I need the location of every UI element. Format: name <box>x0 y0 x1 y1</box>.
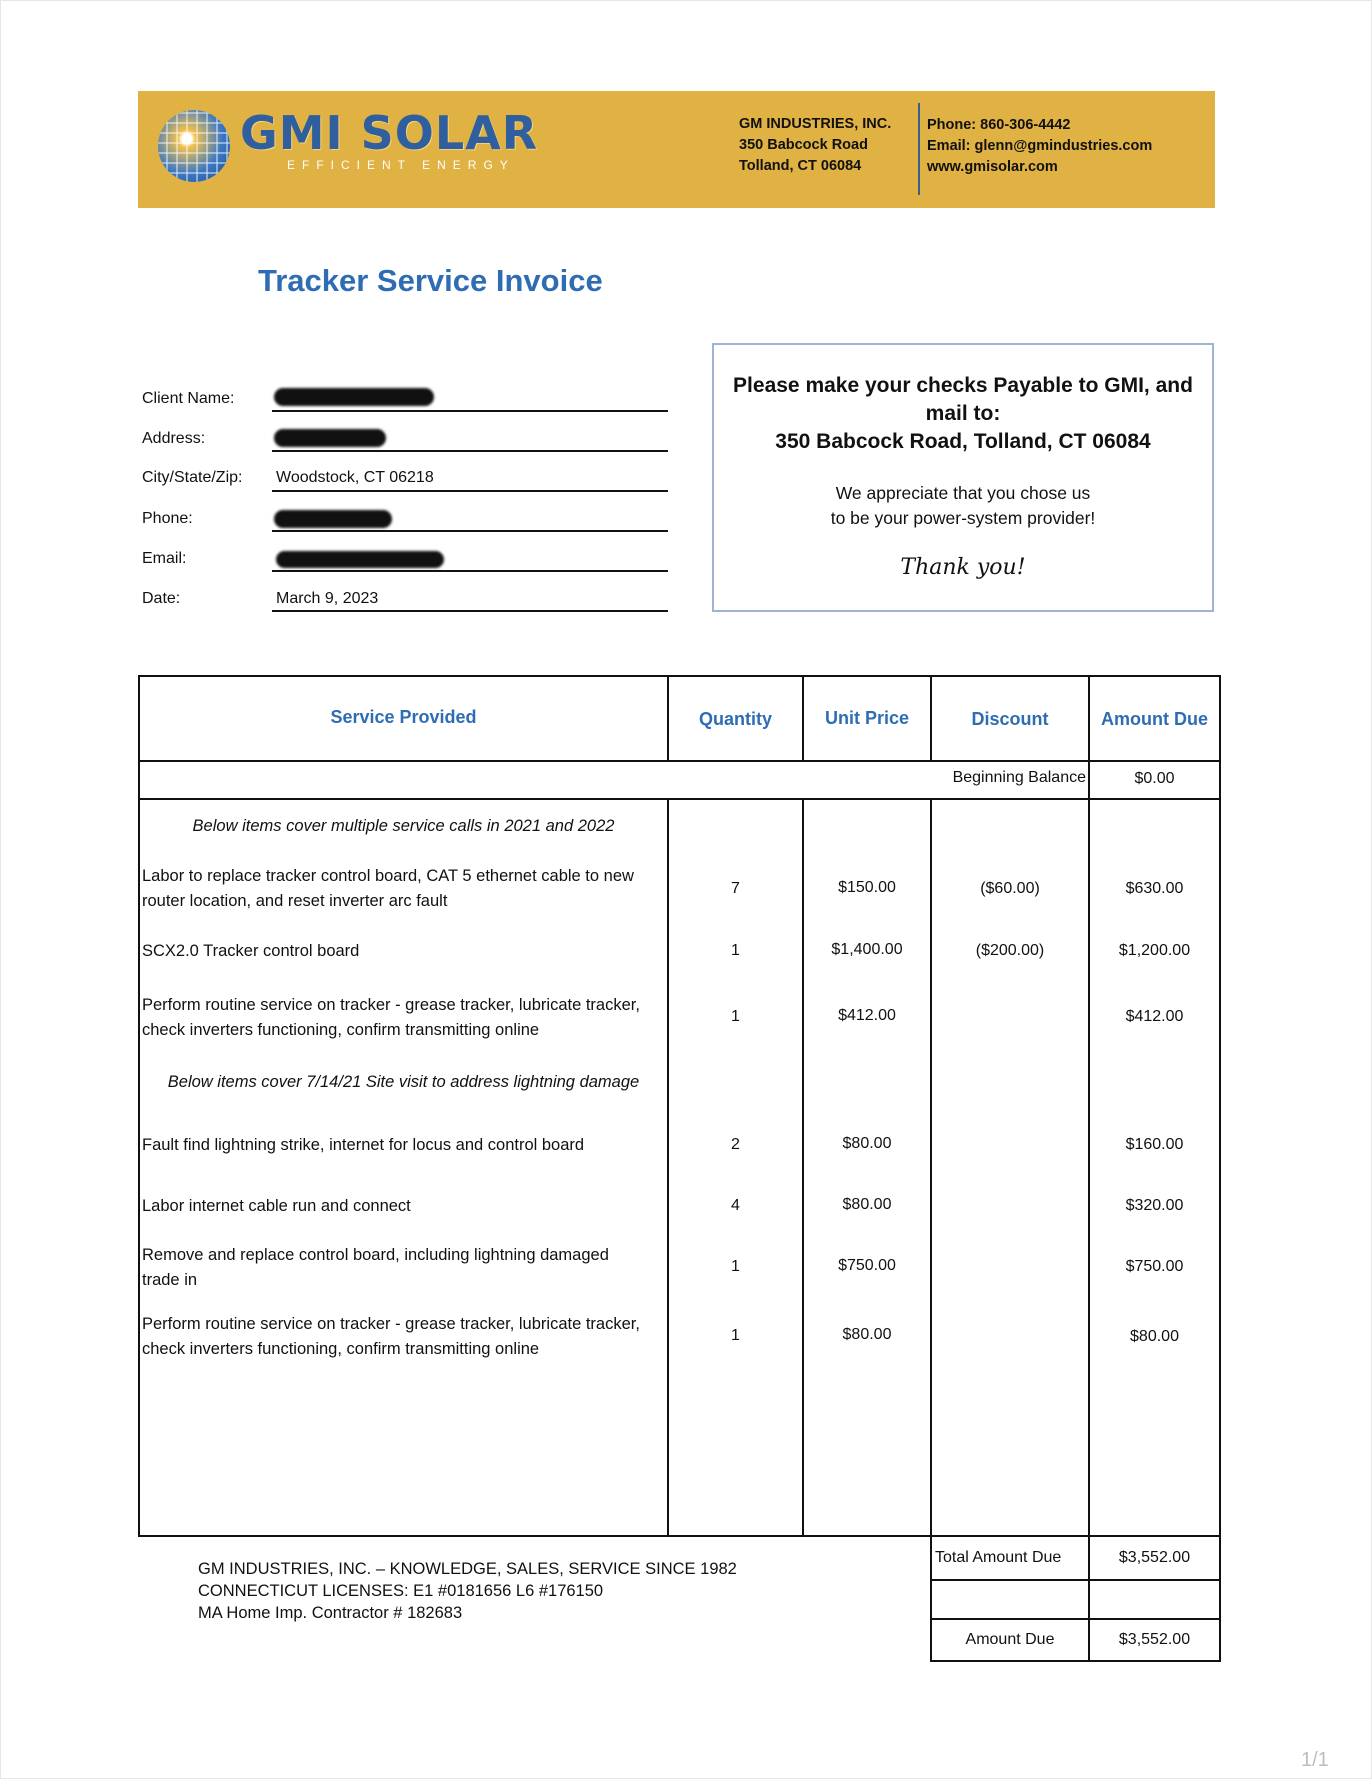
row-quantity: 2 <box>731 1136 740 1153</box>
company-name: GM INDUSTRIES, INC. <box>739 116 892 132</box>
beginning-balance-value: $0.00 <box>1134 770 1175 787</box>
company-footer <box>198 1558 737 1624</box>
row-description-line: check inverters functioning, confirm transmitting online <box>142 1021 540 1039</box>
row-quantity: 1 <box>731 1327 740 1344</box>
row-quantity: 4 <box>731 1197 740 1214</box>
page-indicator: 1/1 <box>1301 1749 1329 1771</box>
section-note-multiple-calls: Below items cover multiple service calls in 2021 and 2022 <box>192 817 615 835</box>
client-name-label: Client Name: <box>142 390 235 407</box>
email-line <box>272 570 668 572</box>
col-divider-2-body <box>802 800 804 1536</box>
amount-due-label: Amount Due <box>965 1631 1055 1648</box>
row-description <box>142 864 662 914</box>
payment-line-2: mail to: <box>925 402 1001 425</box>
row-description-line: Labor to replace tracker control board, CAT 5 ethernet cable to new <box>142 867 634 885</box>
row-description <box>142 1312 662 1362</box>
invoice-title: Tracker Service Invoice <box>258 263 603 298</box>
row-description-line: router location, and reset inverter arc fault <box>142 892 448 910</box>
table-border-right-top <box>1219 676 1221 762</box>
header-bottom-line <box>138 760 1221 762</box>
redacted-phone <box>274 510 392 528</box>
logo-name: GMI SOLAR <box>240 106 539 160</box>
col-divider-1-body <box>667 800 669 1536</box>
company-street: 350 Babcock Road <box>739 137 868 153</box>
table-border-bottom <box>138 1535 1221 1537</box>
row-unit-price: $1,400.00 <box>831 941 903 958</box>
phone-line <box>272 530 668 532</box>
footer-line-1: GM INDUSTRIES, INC. – KNOWLEDGE, SALES, SERVICE SINCE 1982 <box>198 1560 737 1578</box>
redacted-address <box>274 429 386 447</box>
row-quantity: 1 <box>731 942 740 959</box>
row-unit-price: $412.00 <box>838 1007 896 1024</box>
total-amount-due-label: Total Amount Due <box>935 1549 1062 1566</box>
footer-line-2: CONNECTICUT LICENSES: E1 #0181656 L6 #176150 <box>198 1582 604 1600</box>
row-unit-price: $750.00 <box>838 1257 896 1274</box>
table-border-top <box>138 675 1221 677</box>
company-phone: Phone: 860-306-4442 <box>927 117 1071 133</box>
city-state-zip-label: City/State/Zip: <box>142 469 243 486</box>
city-state-zip-value: Woodstock, CT 06218 <box>276 469 434 486</box>
balance-bottom-line <box>138 798 1221 800</box>
appreciation-line-2: to be your power-system provider! <box>830 508 1096 528</box>
company-contact-block <box>927 115 1152 178</box>
row-unit-price: $80.00 <box>842 1196 892 1213</box>
globe-grid-icon <box>158 110 230 182</box>
amount-due-value: $3,552.00 <box>1118 1631 1191 1648</box>
date-line <box>272 610 668 612</box>
row-description-line: Remove and replace control board, including lightning damaged <box>142 1246 609 1264</box>
phone-label: Phone: <box>142 510 193 527</box>
header-quantity: Quantity <box>698 709 772 729</box>
city-state-zip-line <box>272 490 668 492</box>
table-border-right-balance <box>1219 762 1221 800</box>
header-divider <box>918 103 920 195</box>
row-quantity: 1 <box>731 1008 740 1025</box>
company-email: Email: glenn@gmindustries.com <box>927 138 1153 154</box>
header-amount-due: Amount Due <box>1101 709 1208 729</box>
row-unit-price: $150.00 <box>838 879 896 896</box>
date-label: Date: <box>142 590 181 607</box>
col-divider-4-body <box>1088 800 1090 1662</box>
totals-line-1 <box>930 1579 1221 1581</box>
row-unit-price: $80.00 <box>842 1326 892 1343</box>
client-name-line <box>272 410 668 412</box>
row-description <box>142 1243 662 1293</box>
row-description-line: Labor internet cable run and connect <box>142 1197 411 1215</box>
row-description <box>142 993 662 1043</box>
company-city: Tolland, CT 06084 <box>739 158 862 174</box>
total-amount-due-value: $3,552.00 <box>1118 1549 1191 1566</box>
footer-line-3: MA Home Imp. Contractor # 182683 <box>198 1604 463 1622</box>
row-amount-due: $80.00 <box>1130 1328 1179 1345</box>
row-description-line: SCX2.0 Tracker control board <box>142 942 360 960</box>
payment-line-1: Please make your checks Payable to GMI, and <box>733 374 1193 397</box>
company-website: www.gmisolar.com <box>927 159 1058 175</box>
payment-address: 350 Babcock Road, Tolland, CT 06084 <box>775 430 1151 453</box>
beginning-balance-label: Beginning Balance <box>952 769 1086 786</box>
payment-instructions <box>712 372 1214 456</box>
totals-line-2 <box>930 1618 1221 1620</box>
row-amount-due: $160.00 <box>1125 1136 1184 1153</box>
row-amount-due: $630.00 <box>1125 880 1184 897</box>
section-note-lightning: Below items cover 7/14/21 Site visit to address lightning damage <box>167 1073 640 1091</box>
row-amount-due: $1,200.00 <box>1118 942 1191 959</box>
row-quantity: 7 <box>731 880 740 897</box>
row-amount-due: $412.00 <box>1125 1008 1184 1025</box>
redacted-email <box>276 551 444 568</box>
redacted-client-name <box>274 388 434 406</box>
row-description-line: Perform routine service on tracker - grease tracker, lubricate tracker, <box>142 1315 640 1333</box>
table-border-left <box>138 676 140 1536</box>
row-description-line: Perform routine service on tracker - grease tracker, lubricate tracker, <box>142 996 640 1014</box>
row-description-line: Fault find lightning strike, internet for locus and control board <box>142 1136 585 1154</box>
header-discount: Discount <box>971 709 1049 729</box>
email-label: Email: <box>142 550 187 567</box>
row-quantity: 1 <box>731 1258 740 1275</box>
appreciation-note <box>712 481 1214 531</box>
row-unit-price: $80.00 <box>842 1135 892 1152</box>
header-unit-price: Unit Price <box>824 708 910 728</box>
col-divider-3-body <box>930 800 932 1662</box>
row-discount: ($200.00) <box>975 942 1045 959</box>
row-description-line: check inverters functioning, confirm transmitting online <box>142 1340 540 1358</box>
address-label: Address: <box>142 430 206 447</box>
totals-border-right <box>1219 1536 1221 1662</box>
company-address-block <box>739 114 891 177</box>
thank-you-text: Thank you! <box>900 555 1026 580</box>
date-value: March 9, 2023 <box>276 590 379 607</box>
table-border-right-body <box>1219 800 1221 1536</box>
row-description <box>142 939 662 964</box>
row-amount-due: $750.00 <box>1125 1258 1184 1275</box>
row-description <box>142 1194 662 1219</box>
row-amount-due: $320.00 <box>1125 1197 1184 1214</box>
logo-tagline: EFFICIENT ENERGY <box>287 158 515 172</box>
header-service-provided: Service Provided <box>330 707 477 727</box>
row-description-line: trade in <box>142 1271 198 1289</box>
row-description <box>142 1133 662 1158</box>
totals-line-3 <box>930 1660 1221 1662</box>
row-discount: ($60.00) <box>980 880 1040 897</box>
address-line <box>272 450 668 452</box>
appreciation-line-1: We appreciate that you chose us <box>835 483 1091 503</box>
